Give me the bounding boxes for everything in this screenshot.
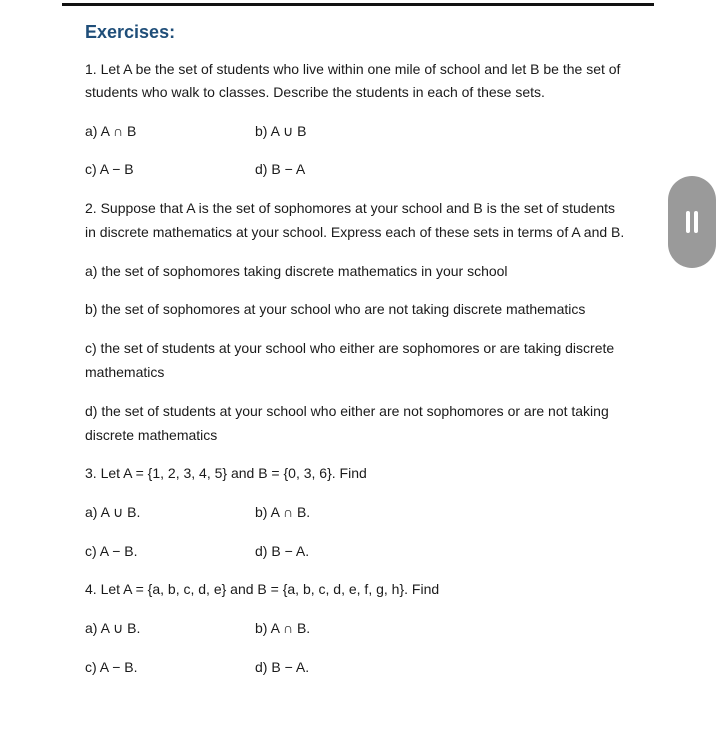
q4-part-c: c) A − B.: [85, 659, 138, 675]
q4-part-d: d) B − A.: [255, 659, 310, 675]
q2-part-b: b) the set of sophomores at your school who are not taking discrete mathematics: [85, 301, 586, 317]
q2-part-a: a) the set of sophomores taking discrete mathematics in your school: [85, 263, 508, 279]
q3-part-d: d) B − A.: [255, 543, 310, 559]
grip-icon: [694, 211, 698, 233]
q2-text-line-2: in discrete mathematics at your school. Express each of these sets in terms of A and B.: [85, 224, 625, 240]
q1-text-line-2: students who walk to classes. Describe the students in each of these sets.: [85, 84, 545, 100]
q3-part-a: a) A ∪ B.: [85, 504, 141, 520]
q1-part-d: d) B − A: [255, 161, 306, 177]
q4-text-line-1: 4. Let A = {a, b, c, d, e} and B = {a, b, c, d, e, f, g, h}. Find: [85, 581, 440, 597]
top-rule: [62, 3, 654, 6]
q2-part-d-line-1: d) the set of students at your school who either are not sophomores or are not taking: [85, 403, 609, 419]
exercises-heading: Exercises:: [85, 22, 176, 42]
q2-text-line-1: 2. Suppose that A is the set of sophomores at your school and B is the set of students: [85, 200, 615, 216]
q1-part-a: a) A ∩ B: [85, 123, 137, 139]
q2-part-c-line-2: mathematics: [85, 364, 165, 380]
q1-text-line-1: 1. Let A be the set of students who live within one mile of school and let B be the set of: [85, 61, 621, 77]
q3-text-line-1: 3. Let A = {1, 2, 3, 4, 5} and B = {0, 3, 6}. Find: [85, 465, 367, 481]
q2-part-d-line-2: discrete mathematics: [85, 427, 218, 443]
scroll-handle[interactable]: [668, 176, 716, 268]
grip-icon: [686, 211, 690, 233]
q1-part-b: b) A ∪ B: [255, 123, 307, 139]
q3-part-c: c) A − B.: [85, 543, 138, 559]
q3-part-b: b) A ∩ B.: [255, 504, 311, 520]
q2-part-c-line-1: c) the set of students at your school who either are sophomores or are taking discrete: [85, 340, 615, 356]
q4-part-a: a) A ∪ B.: [85, 620, 141, 636]
q4-part-b: b) A ∩ B.: [255, 620, 311, 636]
q1-part-c: c) A − B: [85, 161, 134, 177]
